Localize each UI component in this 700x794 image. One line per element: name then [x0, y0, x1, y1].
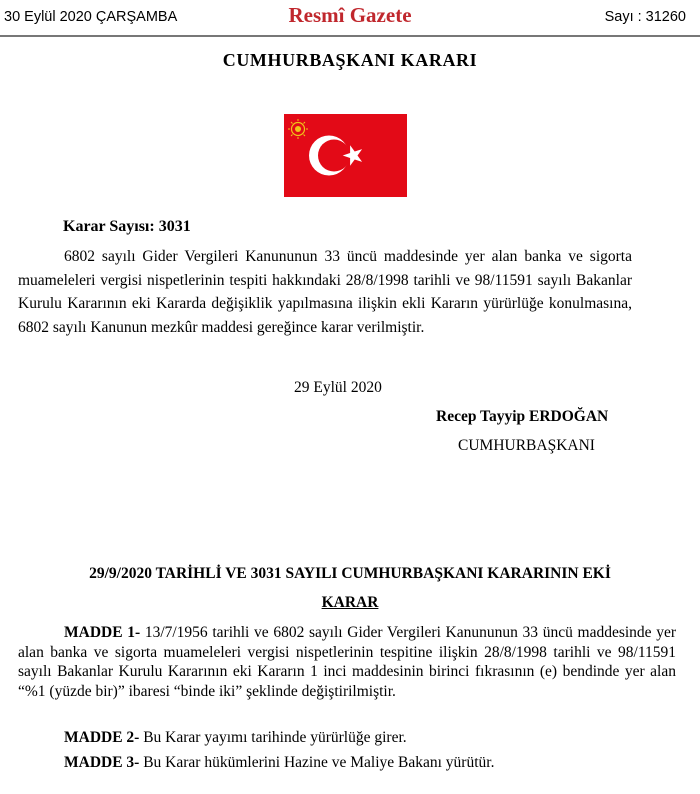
issue-number: Sayı : 31260: [604, 9, 686, 25]
decree-title: CUMHURBAŞKANI KARARI: [222, 50, 478, 70]
gazette-name: Resmî Gazete: [288, 3, 412, 27]
signer-name: [436, 408, 608, 426]
article-2: [18, 728, 676, 748]
turkish-flag-icon: [284, 114, 407, 197]
annex-subtitle: KARAR: [321, 594, 379, 611]
article-label: MADDE 1-: [64, 624, 141, 641]
article-3: [18, 753, 676, 773]
header-divider: [0, 35, 700, 37]
signer-surname: ERDOĞAN: [529, 408, 609, 425]
article-text: 13/7/1956 tarihli ve 6802 sayılı Gider Vergileri Kanununun 33 üncü maddesinde yer alan banka ve sigorta muameleleri vergisi nispetlerinin tespitine ilişkin 28/8/1998 tarihli ve 98/11591 sayılı Bakanlar Kurulu Kararının eki Kararın 1 inci maddesinin birinci fıkrasının (e) bendinde yer alan “%1 (yüzde bir)” ibaresi “binde iki” şeklinde değiştirilmiştir.: [18, 624, 677, 700]
decree-paragraph: [18, 245, 632, 339]
signer-title: CUMHURBAŞKANI: [458, 437, 595, 454]
decree-paragraph-text: 6802 sayılı Gider Vergileri Kanununun 33 üncü maddesinde yer alan banka ve sigorta muameleleri vergisi nispetlerinin tespiti hakkındaki 28/8/1998 tarihli ve 98/11591 sayılı Bakanlar Kurulu Kararının eki Kararda değişiklik yapılmasına ilişkin ekli Kararın yürürlüğe konulmasına, 6802 sayılı Kanunun mezkûr maddesi gereğince karar verilmiştir.: [18, 248, 632, 336]
decree-date: 29 Eylül 2020: [294, 379, 382, 396]
signer-first-name: Recep Tayyip: [436, 408, 526, 425]
article-1: [18, 623, 676, 701]
article-label: MADDE 2-: [64, 729, 140, 746]
article-text: Bu Karar yayımı tarihinde yürürlüğe girer.: [143, 729, 407, 746]
annex-title: 29/9/2020 TARİHLİ VE 3031 SAYILI CUMHURBAŞKANI KARARININ EKİ: [89, 565, 611, 582]
header-date: 30 Eylül 2020 ÇARŞAMBA: [4, 9, 178, 25]
article-text: Bu Karar hükümlerini Hazine ve Maliye Bakanı yürütür.: [143, 754, 495, 771]
article-label: MADDE 3-: [64, 754, 140, 771]
gazette-header: [0, 0, 700, 36]
decision-number: Karar Sayısı: 3031: [63, 218, 191, 235]
